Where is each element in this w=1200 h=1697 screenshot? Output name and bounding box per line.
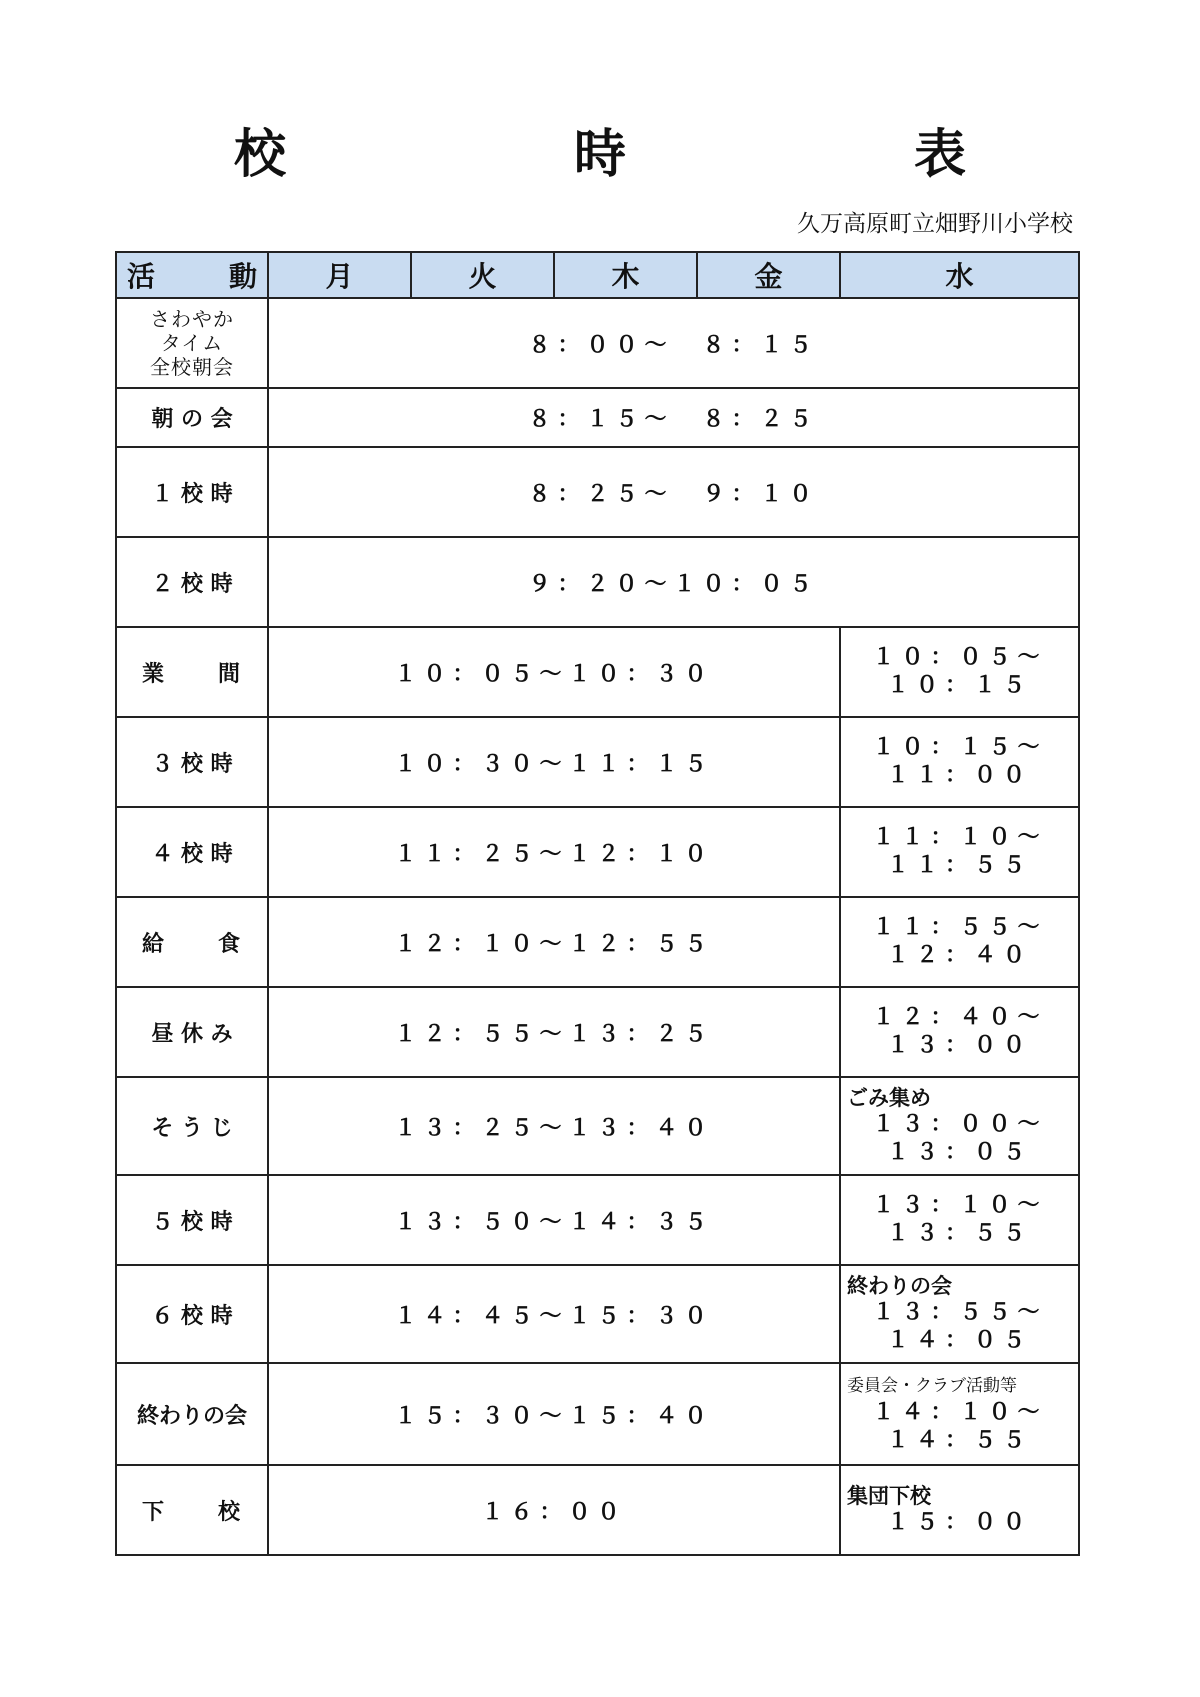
table-row [116,897,1079,987]
time-cell: ９：２０～１０：０５ [268,537,1079,627]
time-cell: ８：２５～ ９：１０ [268,447,1079,537]
activity-cell: ３ 校 時 [116,717,268,807]
activity-cell: 昼 休 み [116,987,268,1077]
activity-cell: ５ 校 時 [116,1175,268,1265]
wednesday-label: 委員会・クラブ活動等 [847,1376,1017,1396]
time-cell: ８：００～ ８：１５ [268,298,1079,388]
time-cell: １３：２５～１３：４０ [268,1077,840,1175]
activity-cell: 下 校 [116,1465,268,1555]
activity-cell: １ 校 時 [116,447,268,537]
activity-cell: ２ 校 時 [116,537,268,627]
activity-cell: そ う じ [116,1077,268,1175]
header-day-mon: 月 [268,252,411,298]
wednesday-label: ごみ集め [847,1086,931,1110]
wednesday-cell [840,717,1079,807]
time-cell: １０：３０～１１：１５ [268,717,840,807]
header-activity: 活 動 [116,252,268,298]
activity-cell: ４ 校 時 [116,807,268,897]
activity-cell: ６ 校 時 [116,1265,268,1363]
time-cell: １６：００ [268,1465,840,1555]
activity-cell: 業 間 [116,627,268,717]
wednesday-time: １３：１０～ １３：５５ [872,1193,1047,1246]
wednesday-time: １３：５５～ １４：０５ [872,1300,1047,1353]
time-cell: １５：３０～１５：４０ [268,1363,840,1465]
wednesday-time: １０：０５～ １０：１５ [872,645,1047,698]
table-row [116,388,1079,447]
wednesday-time: １１：１０～ １１：５５ [872,825,1047,878]
table-row [116,807,1079,897]
time-cell: １２：５５～１３：２５ [268,987,840,1077]
wednesday-cell [840,897,1079,987]
time-cell: １３：５０～１４：３５ [268,1175,840,1265]
wednesday-time: １１：５５～ １２：４０ [872,915,1047,968]
header-day-tue: 火 [411,252,554,298]
school-name: 久万高原町立畑野川小学校 [797,211,1073,237]
table-row [116,1465,1079,1555]
table-row [116,537,1079,627]
header-day-wed: 水 [840,252,1079,298]
wednesday-time: １３：００～ １３：０５ [872,1112,1047,1165]
table-row [116,447,1079,537]
wednesday-cell [840,1363,1079,1465]
wednesday-cell [840,987,1079,1077]
timetable [115,251,1080,1556]
table-row [116,1363,1079,1465]
activity-cell: さわやか タイム 全校朝会 [116,298,268,388]
wednesday-cell [840,1175,1079,1265]
wednesday-cell [840,1077,1079,1175]
wednesday-cell [840,807,1079,897]
time-cell: ８：１５～ ８：２５ [268,388,1079,447]
time-cell: １０：０５～１０：３０ [268,627,840,717]
header-day-fri: 金 [697,252,840,298]
table-row [116,298,1079,388]
wednesday-cell [840,1465,1079,1555]
table-row [116,627,1079,717]
activity-cell: 朝 の 会 [116,388,268,447]
wednesday-label: 集団下校 [847,1484,931,1508]
header-row [116,252,1079,298]
wednesday-time: １４：１０～ １４：５５ [872,1400,1047,1453]
page-title: 校 時 表 [233,125,1084,185]
wednesday-cell [840,627,1079,717]
table-row [116,1077,1079,1175]
header-day-thu: 木 [554,252,697,298]
time-cell: １２：１０～１２：５５ [268,897,840,987]
wednesday-time: １２：４０～ １３：００ [872,1005,1047,1058]
table-row [116,717,1079,807]
time-cell: １１：２５～１２：１０ [268,807,840,897]
table-row [116,1175,1079,1265]
table-row [116,1265,1079,1363]
table-row [116,987,1079,1077]
wednesday-cell [840,1265,1079,1363]
wednesday-time: １０：１５～ １１：００ [872,735,1047,788]
activity-cell: 終わりの会 [116,1363,268,1465]
wednesday-time: １５：００ [886,1510,1032,1535]
activity-cell: 給 食 [116,897,268,987]
wednesday-label: 終わりの会 [847,1274,952,1298]
time-cell: １４：４５～１５：３０ [268,1265,840,1363]
